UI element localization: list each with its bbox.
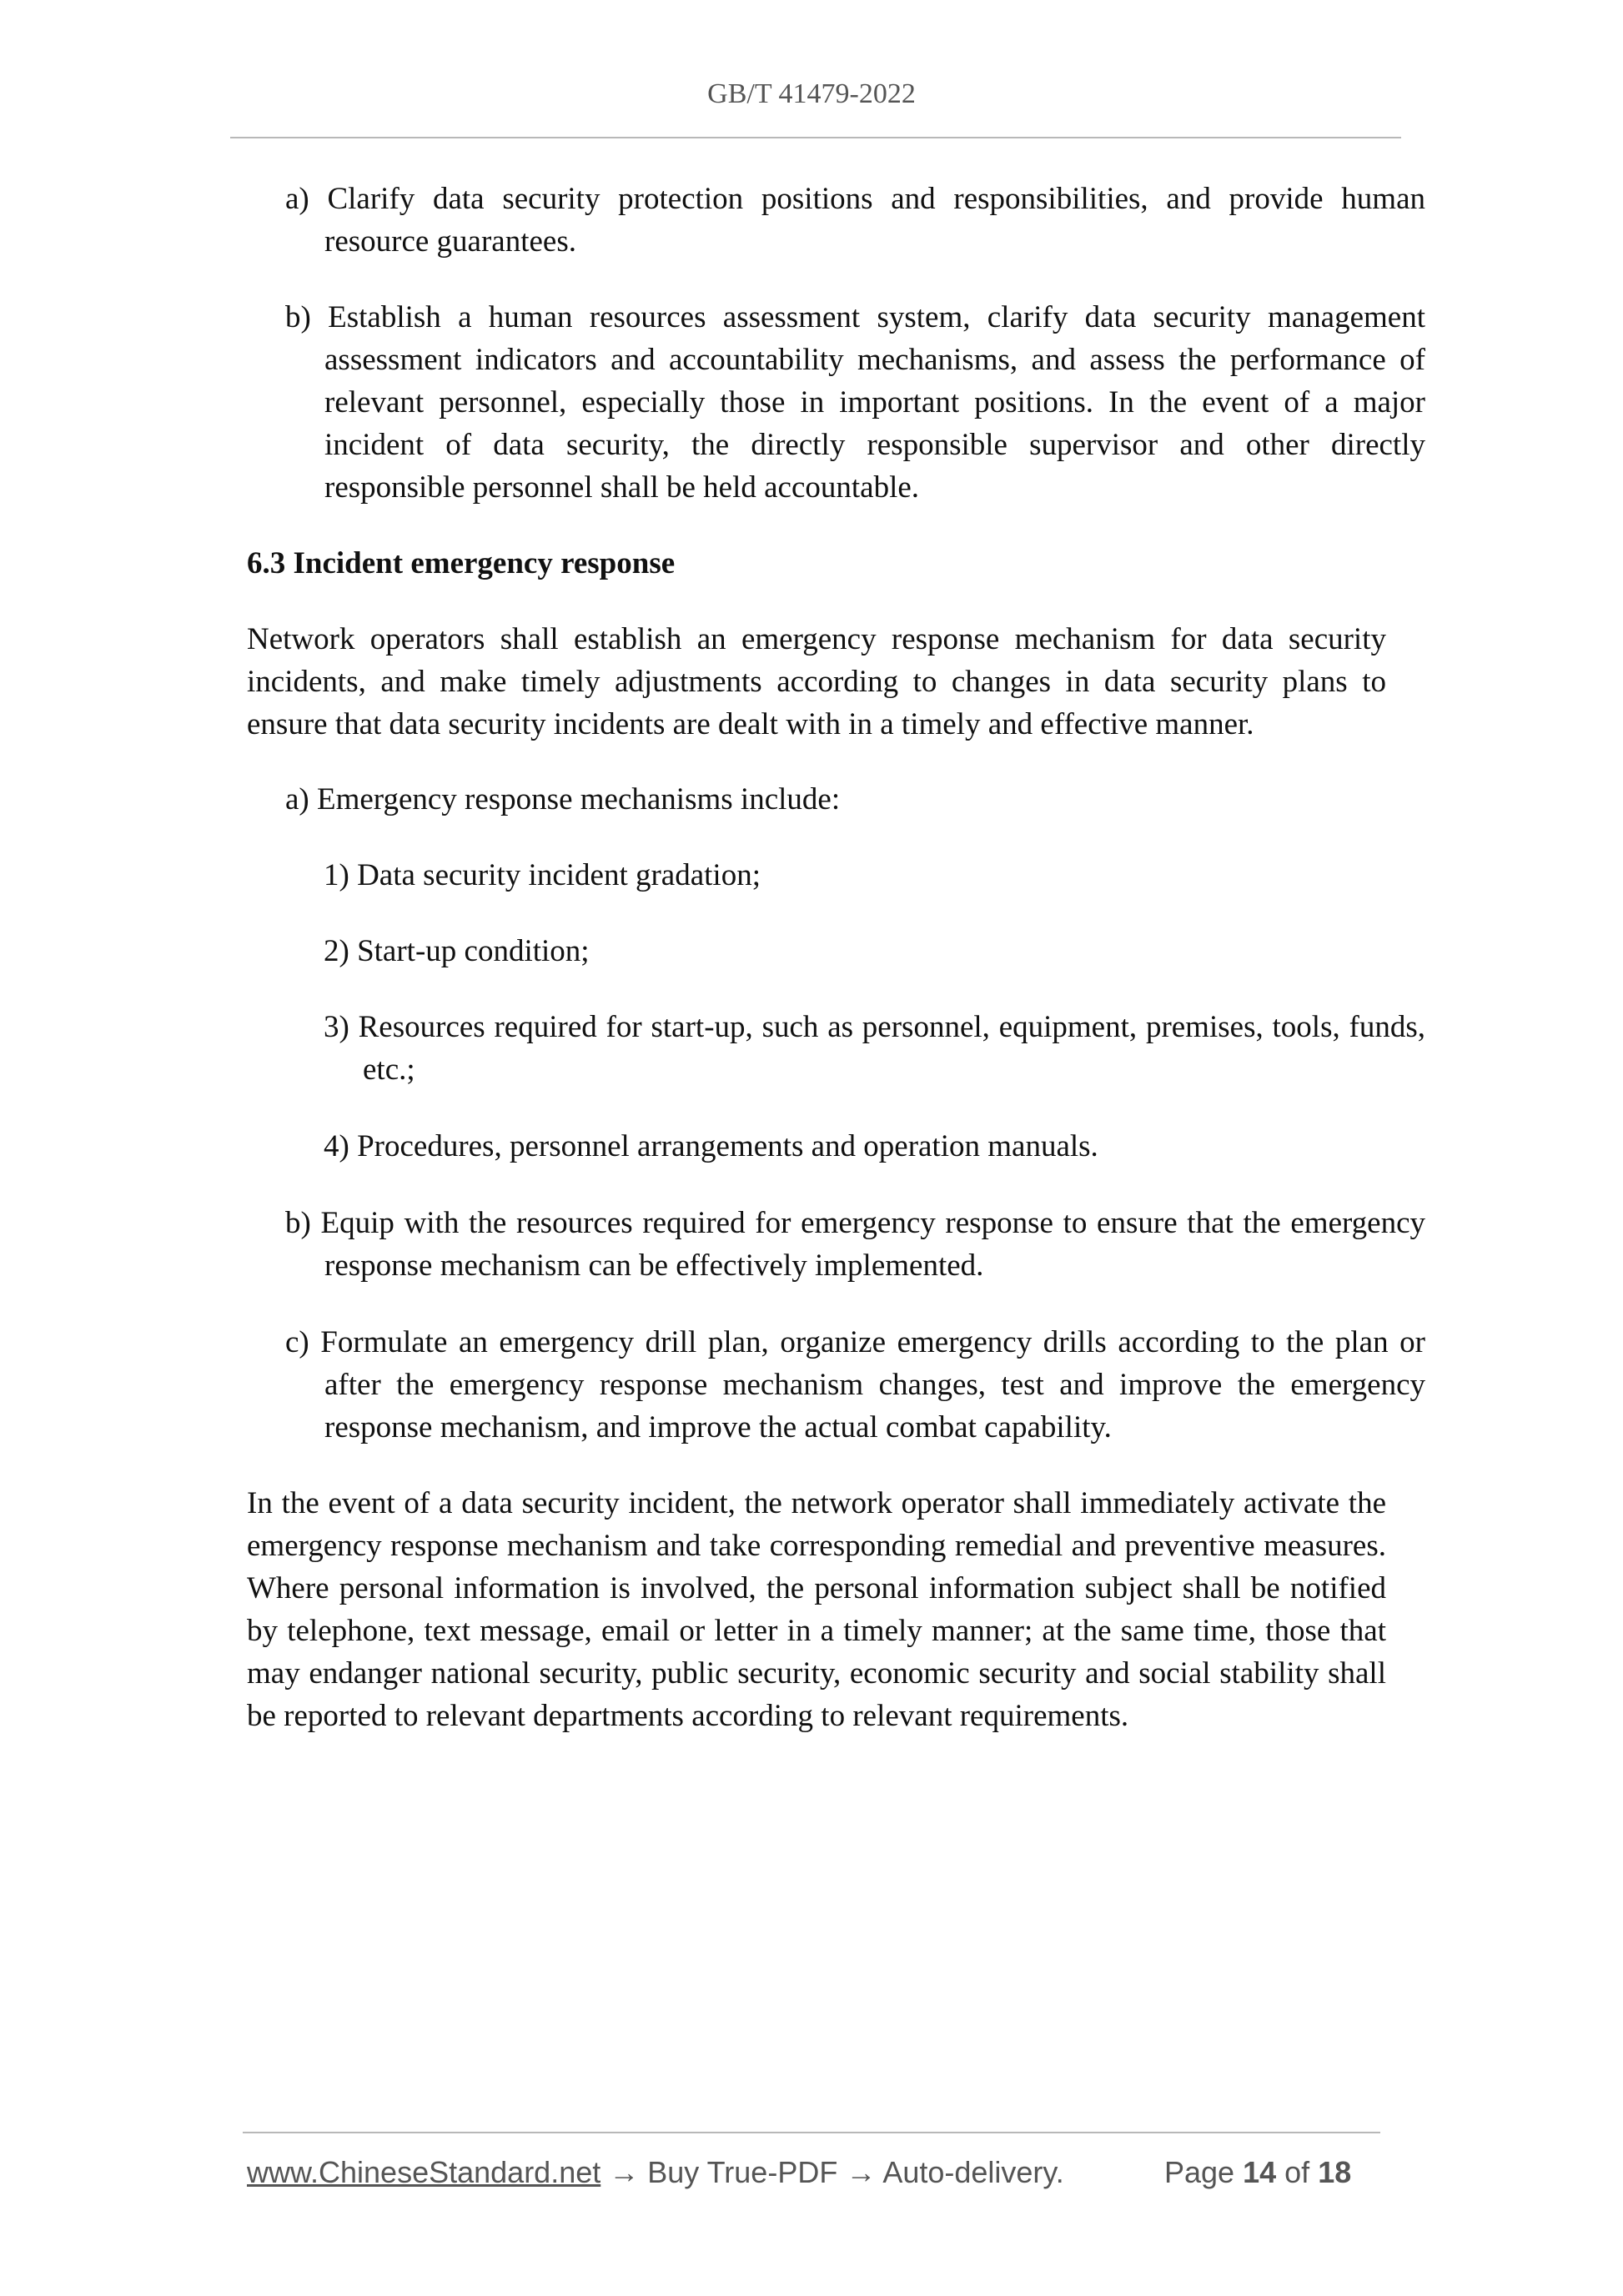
list-item-c-emergency: c) Formulate an emergency drill plan, organize emergency drills according to the plan or after the emergency response mechanism changes, test and improve the emergency response mechanism, and improve the actual combat capability. — [285, 1325, 1425, 1444]
header-divider — [230, 137, 1401, 138]
current-page: 14 — [1243, 2155, 1277, 2189]
list-item-b-hr: b) Establish a human resources assessment system, clarify data security management assessment indicators and accountability mechanisms, and assess the performance of relevant personnel, especially those in important positions. In the event of a major incident of data security, the directly responsible supervisor and other directly responsible personnel shall be held accountable. — [285, 300, 1425, 505]
page-of-label: of — [1284, 2155, 1310, 2189]
sub-list-item: 1) Data security incident gradation; — [324, 858, 761, 892]
sub-list-item: 2) Start-up condition; — [324, 934, 590, 968]
footer-promo — [247, 2155, 1064, 2190]
page-number — [1164, 2155, 1351, 2190]
section-intro-paragraph: Network operators shall establish an emergency response mechanism for data security incidents, and make timely adjustments according to changes in data security plans to ensure that data security incidents are dealt with in a timely and effective manner. — [247, 622, 1386, 741]
list-item-b-emergency: b) Equip with the resources required for emergency response to ensure that the emergency response mechanism can be effectively implemented. — [285, 1206, 1425, 1283]
page-label: Page — [1164, 2155, 1235, 2189]
sub-list-item: 3) Resources required for start-up, such as personnel, equipment, premises, tools, funds, etc.; — [324, 1010, 1425, 1087]
closing-paragraph: In the event of a data security incident, the network operator shall immediately activate the emergency response mechanism and take corresponding remedial and preventive measures. Where personal information is involved, the personal information subject shall be notified by telephone, text message, email or letter in a timely manner; at the same time, those that may endanger national security, public security, economic security and social stability shall be reported to relevant departments according to relevant requirements. — [247, 1486, 1386, 1733]
list-item-a-hr: a) Clarify data security protection positions and responsibilities, and provide human resource guarantees. — [285, 182, 1425, 259]
footer-promo-text: → Buy True-PDF → Auto-delivery. — [600, 2155, 1064, 2189]
section-heading: 6.3 Incident emergency response — [247, 546, 676, 580]
website-link[interactable]: www.ChineseStandard.net — [247, 2155, 601, 2189]
list-item-a-emergency: a) Emergency response mechanisms include: — [285, 782, 841, 816]
total-pages: 18 — [1318, 2155, 1352, 2189]
footer-divider — [243, 2132, 1380, 2133]
sub-list-item: 4) Procedures, personnel arrangements and operation manuals. — [324, 1129, 1098, 1163]
header-doc-code: GB/T 41479-2022 — [707, 78, 916, 109]
